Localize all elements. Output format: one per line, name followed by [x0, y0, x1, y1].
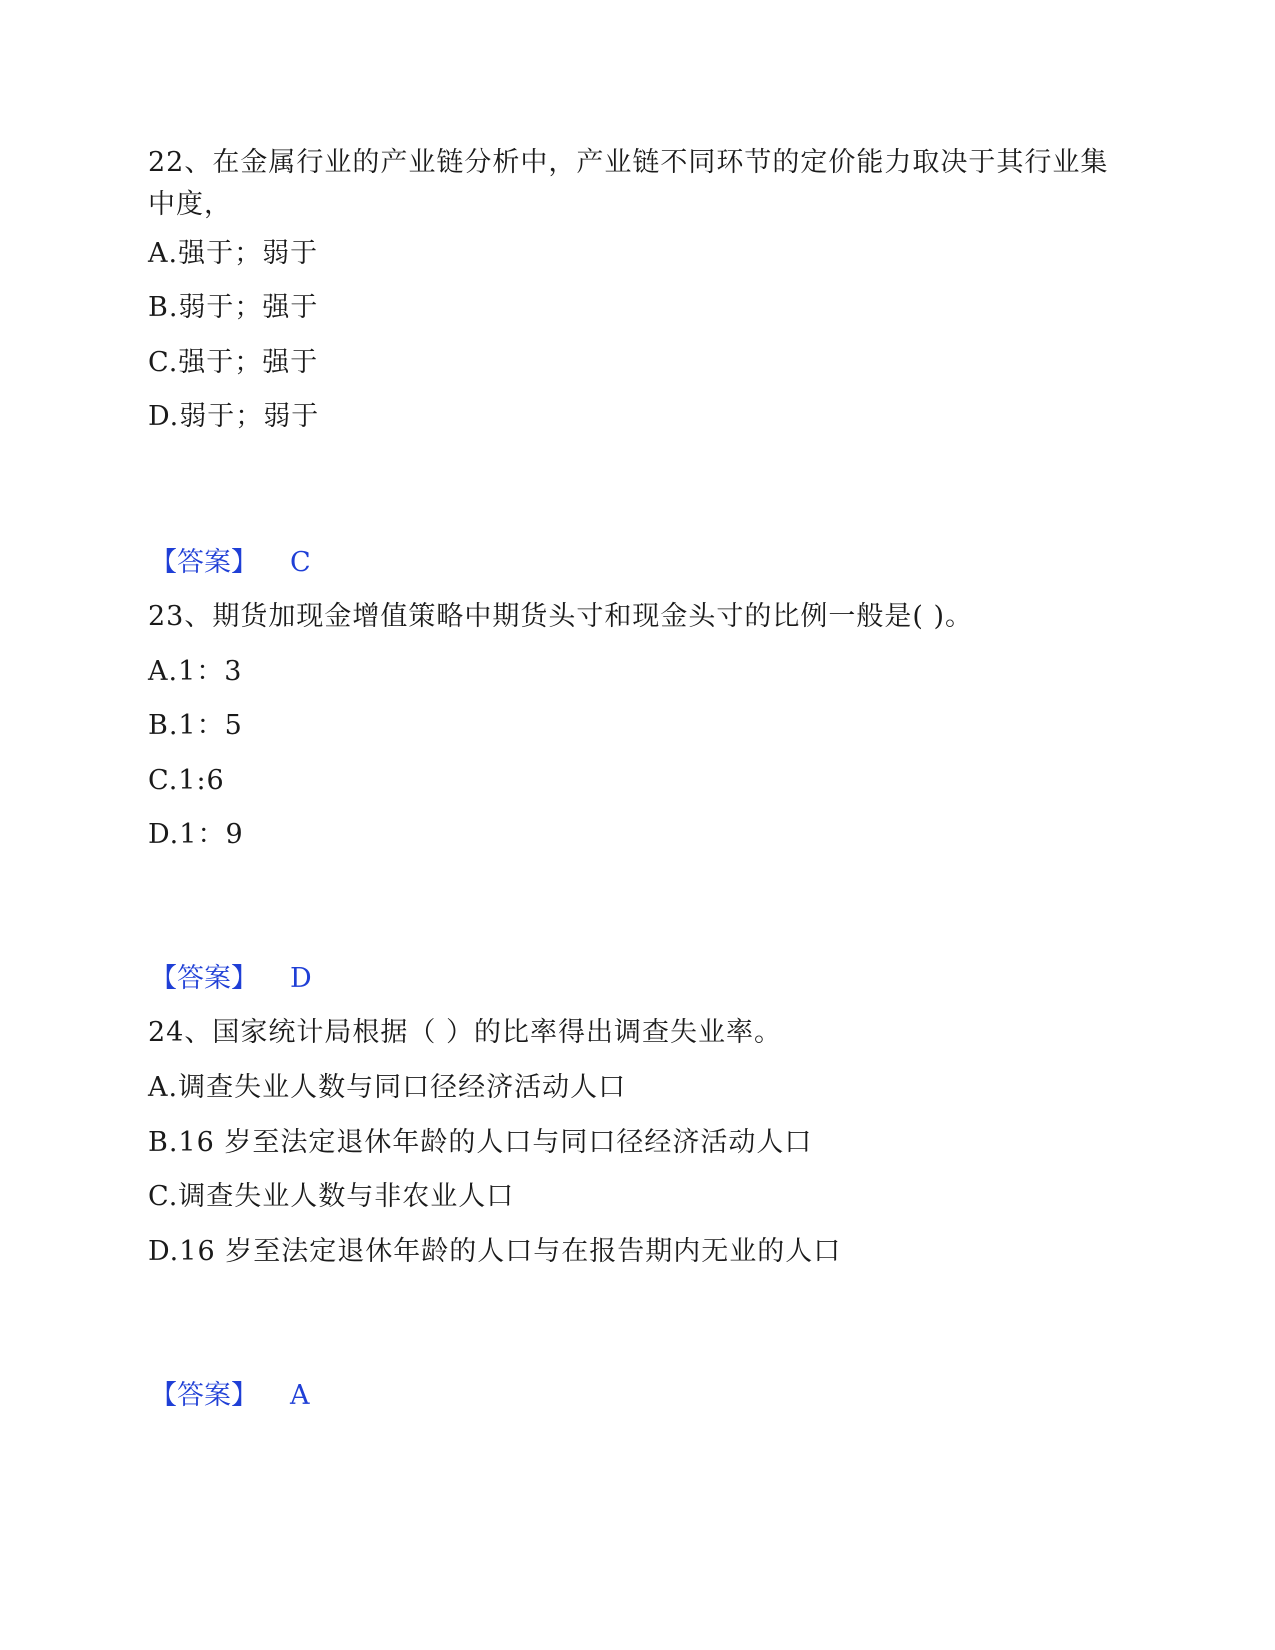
answer-label: 【答案】: [150, 547, 258, 578]
question-23-option-a: A.1：3: [148, 656, 243, 687]
question-24-stem: 24、国家统计局根据（ ）的比率得出调查失业率。: [148, 1017, 782, 1048]
question-24-option-b: B.16 岁至法定退休年龄的人口与同口径经济活动人口: [148, 1127, 813, 1158]
question-24-answer: [150, 1376, 310, 1416]
question-23-stem: 23、期货加现金增值策略中期货头寸和现金头寸的比例一般是( )。: [148, 601, 974, 632]
answer-value: A: [290, 1380, 310, 1411]
question-23-option-c: C.1:6: [148, 765, 225, 796]
question-22-option-b: B.弱于；强于: [148, 292, 319, 323]
answer-value: D: [290, 963, 312, 994]
answer-value: C: [290, 547, 311, 578]
question-22-option-c: C.强于；强于: [148, 347, 319, 378]
question-22-stem: 22、在金属行业的产业链分析中，产业链不同环节的定价能力取决于其行业集中度，: [148, 147, 1109, 220]
answer-label: 【答案】: [150, 963, 258, 994]
question-22-option-a: A.强于；弱于: [148, 238, 319, 269]
question-22-option-d: D.弱于；弱于: [148, 401, 320, 432]
question-23-answer: [150, 959, 312, 999]
question-24-option-c: C.调查失业人数与非农业人口: [148, 1181, 515, 1212]
question-22-answer: [150, 543, 311, 583]
question-24-option-d: D.16 岁至法定退休年龄的人口与在报告期内无业的人口: [148, 1236, 842, 1267]
question-24-option-a: A.调查失业人数与同口径经济活动人口: [148, 1072, 627, 1103]
question-23-option-b: B.1：5: [148, 710, 243, 741]
question-23-option-d: D.1：9: [148, 819, 244, 850]
answer-label: 【答案】: [150, 1380, 258, 1411]
